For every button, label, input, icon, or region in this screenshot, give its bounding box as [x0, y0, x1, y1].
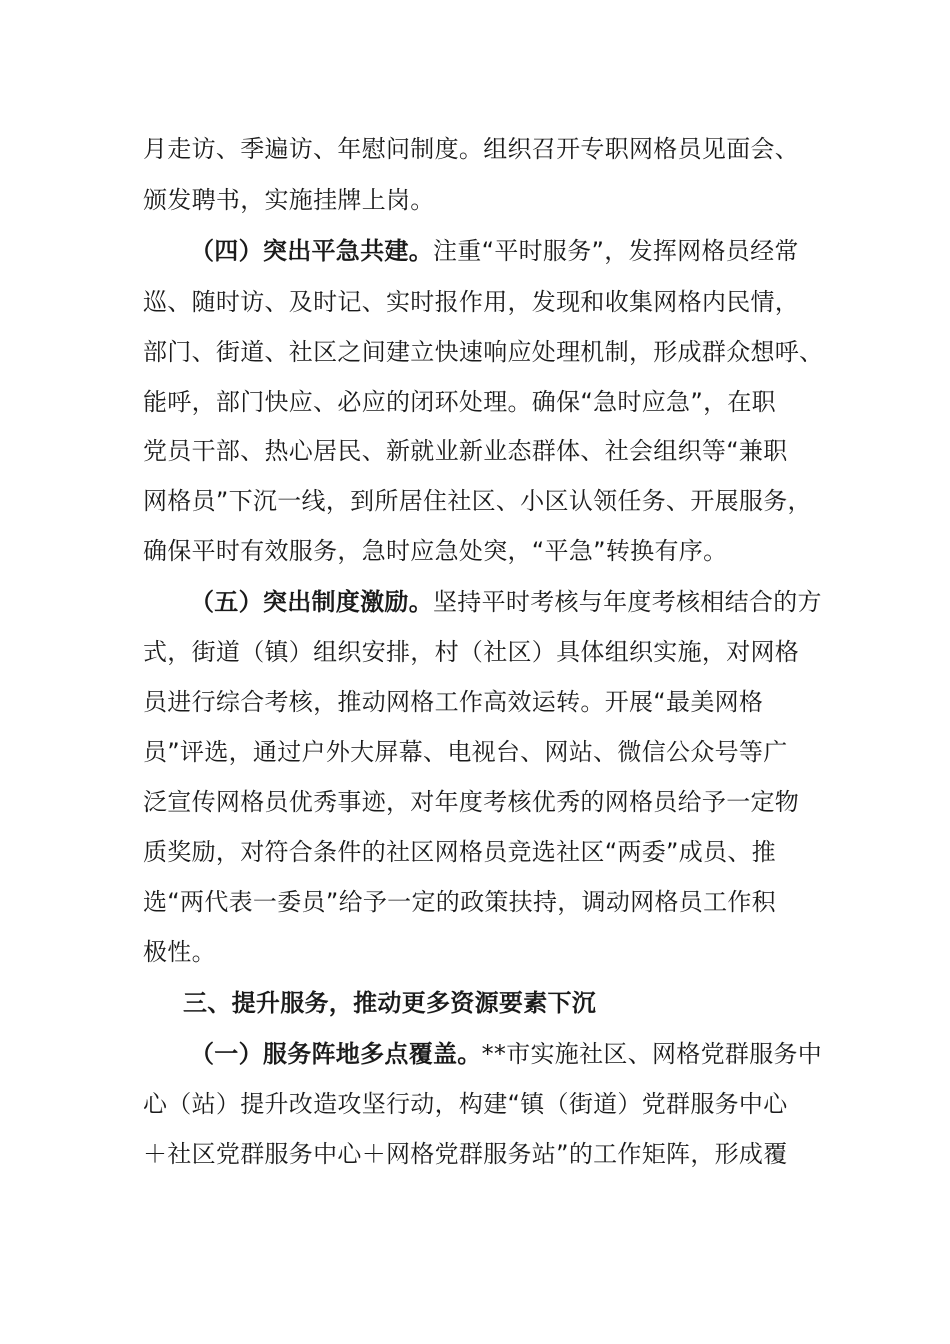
- paragraph-line: 选“两代表一委员”给予一定的政策扶持，调动网格员工作积: [143, 888, 776, 916]
- paragraph-line: 员”评选，通过户外大屏幕、电视台、网站、微信公众号等广: [143, 738, 788, 766]
- section-heading-five: （五）突出制度激励。: [190, 588, 433, 616]
- paragraph-line: [190, 234, 799, 268]
- paragraph-line: ＋社区党群服务中心＋网格党群服务站”的工作矩阵，形成覆: [143, 1140, 788, 1168]
- paragraph-line: [190, 1037, 822, 1071]
- paragraph-text: **市实施社区、网格党群服务中: [481, 1040, 823, 1068]
- paragraph-line: 部门、街道、社区之间建立快速响应处理机制，形成群众想呼、: [143, 338, 824, 366]
- paragraph-line: [190, 585, 822, 619]
- paragraph-line: 极性。: [143, 938, 216, 966]
- paragraph-line: 能呼，部门快应、必应的闭环处理。确保“急时应急”，在职: [143, 388, 776, 416]
- paragraph-line: 式，街道（镇）组织安排，村（社区）具体组织实施，对网格: [143, 638, 800, 666]
- paragraph-line: 颁发聘书，实施挂牌上岗。: [143, 186, 435, 214]
- chapter-heading: 三、提升服务，推动更多资源要素下沉: [183, 989, 597, 1017]
- paragraph-text: 坚持平时考核与年度考核相结合的方: [433, 588, 822, 616]
- section-heading-four: （四）突出平急共建。: [190, 237, 433, 265]
- paragraph-line: 质奖励，对符合条件的社区网格员竞选社区“两委”成员、推: [143, 838, 776, 866]
- paragraph-line: 党员干部、热心居民、新就业新业态群体、社会组织等“兼职: [143, 437, 788, 465]
- paragraph-text: 注重“平时服务”，发挥网格员经常: [433, 237, 799, 265]
- paragraph-line: 泛宣传网格员优秀事迹，对年度考核优秀的网格员给予一定物: [143, 788, 800, 816]
- section-heading-one: （一）服务阵地多点覆盖。: [190, 1040, 482, 1068]
- paragraph-line: 网格员”下沉一线，到所居住社区、小区认领任务、开展服务，: [143, 487, 812, 515]
- paragraph-line: 月走访、季遍访、年慰问制度。组织召开专职网格员见面会、: [143, 135, 800, 163]
- paragraph-line: 确保平时有效服务，急时应急处突，“平急”转换有序。: [143, 537, 728, 565]
- paragraph-line: 巡、随时访、及时记、实时报作用，发现和收集网格内民情，: [143, 288, 800, 316]
- paragraph-line: 心（站）提升改造攻坚行动，构建“镇（街道）党群服务中心: [143, 1090, 788, 1118]
- paragraph-line: 员进行综合考核，推动网格工作高效运转。开展“最美网格: [143, 688, 764, 716]
